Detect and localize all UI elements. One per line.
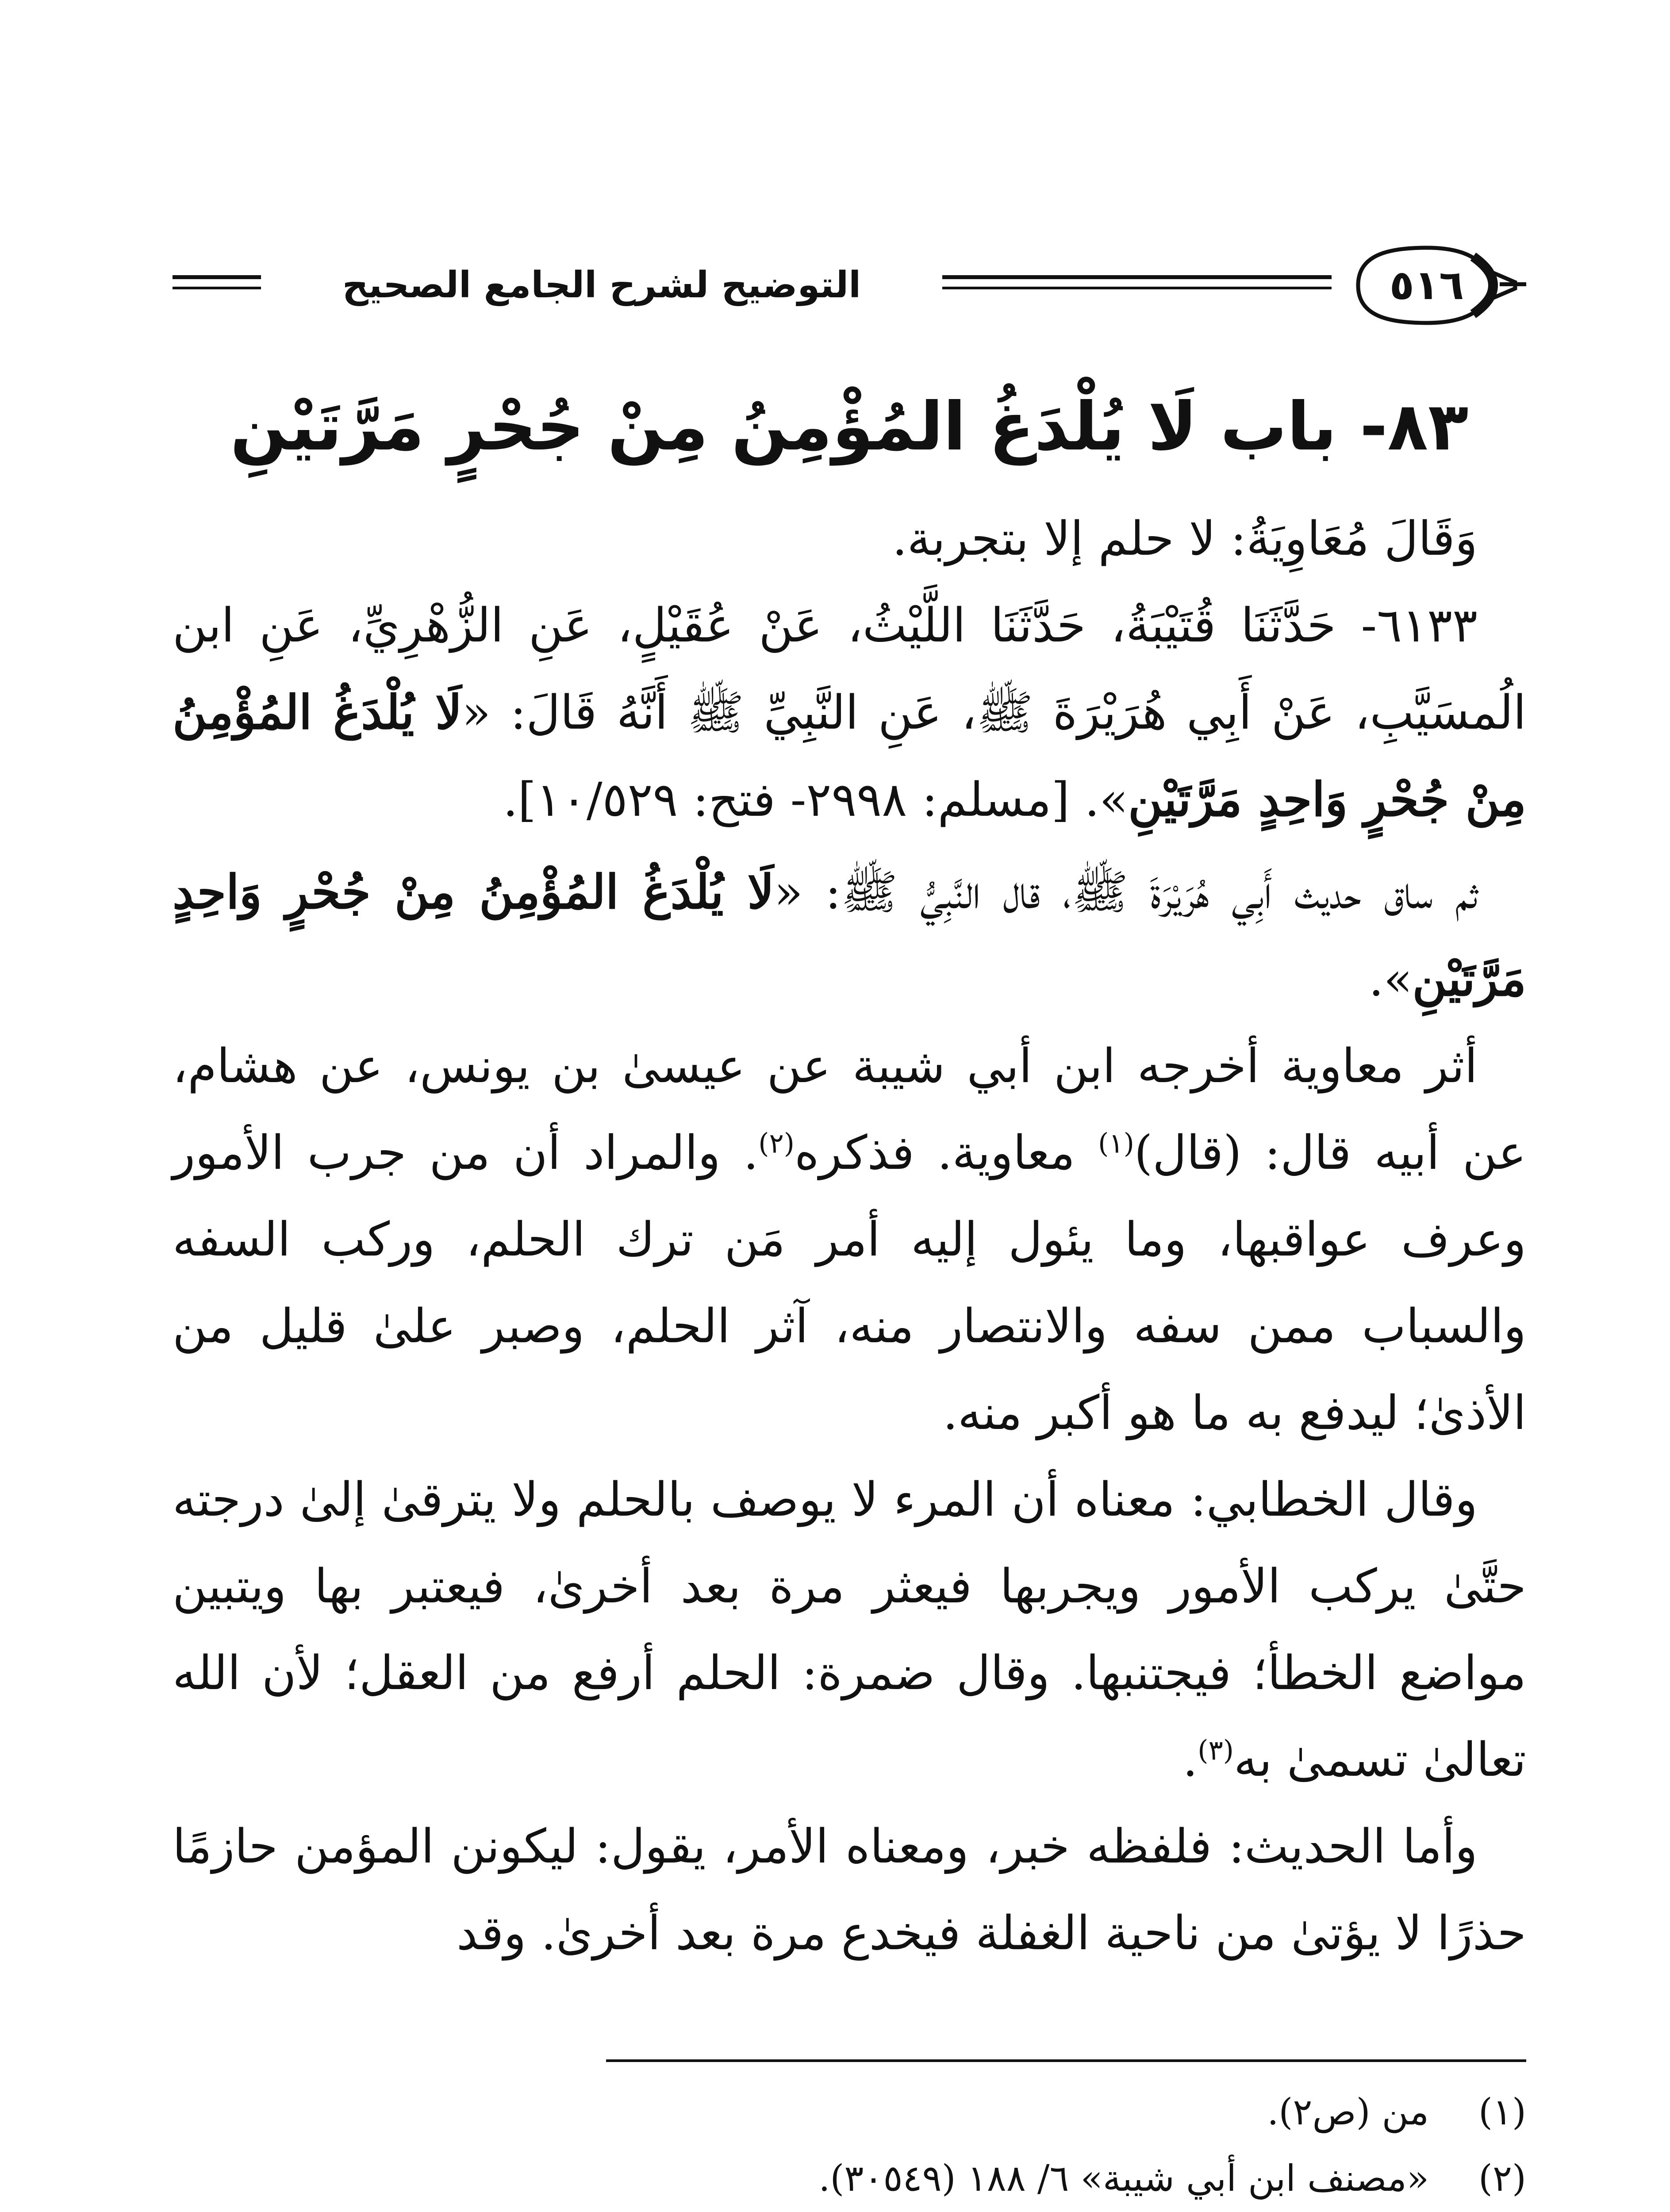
quote-text: وَقَالَ مُعَاوِيَةُ: لا حلم إلا بتجربة.: [892, 511, 1478, 566]
chapter-title: ٨٣- باب لَا يُلْدَغُ المُؤْمِنُ مِنْ جُحْرٍ مَرَّتَيْنِ: [230, 388, 1469, 465]
paragraph-hadith-6133: [173, 582, 1526, 843]
footnote-1: [173, 2079, 1526, 2146]
commentary-text-b: معاوية. فذكره: [794, 1125, 1098, 1180]
hadith-text: لَا يُلْدَغُ المُؤْمِنُ مِنْ جُحْرٍ وَاحِدٍ مَرَّتَيْنِ: [173, 684, 1526, 827]
running-title: التوضيح لشرح الجامع الصحيح: [270, 252, 933, 319]
paragraph-muawiya-quote: [173, 495, 1526, 582]
isnad-text: ٦١٣٣- حَدَّثَنَا قُتَيْبَةُ، حَدَّثَنَا اللَّيْثُ، عَنْ عُقَيْلٍ، عَنِ الزُّهْرِيِّ، عَنِ ابن الُمسَيَّبِ، عَنْ أَبِي هُرَيْرَةَ ﷺ، عَنِ النَّبِيِّ ﷺ أَنَّهُ قَالَ: «: [173, 598, 1527, 740]
footnote-text: «مصنف ابن أبي شيبة» ٦/ ١٨٨ (٣٠٥٤٩).: [818, 2158, 1429, 2200]
header-rule-left-bottom: [173, 287, 261, 289]
footnote-2: [173, 2146, 1526, 2212]
header-rule-left-top: [173, 275, 261, 279]
repeat-intro: ثم ساق حديث أَبِي هُرَيْرَةَ ﷺ، قال النَّبِيُّ ﷺ: «: [774, 865, 1478, 919]
footnote-number: (٢): [1478, 2158, 1526, 2200]
hadith-reference: ». [مسلم: ٢٩٩٨- فتح: ١٠/٥٢٩].: [503, 772, 1129, 827]
commentary-text-c: . والمراد أن من جرب الأمور وعرف عواقبها، وما يئول إليه أمر مَن ترك الحلم، وركب السفه والسباب ممن سفه والانتصار منه، آثر الحلم، وصبر علىٰ قليل من الأذىٰ؛ ليدفع به ما هو أكبر منه.: [173, 1125, 1526, 1440]
commentary-text-a: أثر معاوية أخرجه ابن أبي شيبة عن عيسىٰ بن يونس، عن هشام، عن أبيه قال: (قال): [173, 1039, 1526, 1180]
footnote-text: من (ص٢).: [1267, 2091, 1429, 2133]
header-rule-right-top: [1500, 282, 1526, 286]
paragraph-commentary-1: [173, 1023, 1526, 1456]
khattabi-end: .: [1182, 1732, 1198, 1787]
footnote-ref-1[interactable]: (١): [1098, 1127, 1134, 1160]
repeat-hadith-text: لَا يُلْدَغُ المُؤْمِنُ مِنْ جُحْرٍ وَاحِدٍ مَرَّتَيْنِ: [173, 864, 1526, 1006]
meaning-text: وأما الحديث: فلفظه خبر، ومعناه الأمر، يقول: ليكونن المؤمن حازمًا حذرًا لا يؤتىٰ من ناحية الغفلة فيخدع مرة بعد أخرىٰ. وقد: [173, 1819, 1526, 1960]
running-header: [173, 234, 1526, 336]
paragraph-hadith-repeat: [173, 849, 1526, 1023]
main-text: [173, 372, 1526, 1977]
khattabi-text: وقال الخطابي: معناه أن المرء لا يوصف بالحلم ولا يترقىٰ إلىٰ درجته حتَّىٰ يركب الأمور ويجربها فيعثر مرة بعد أخرىٰ، فيعتبر بها ويتبين مواضع الخطأ؛ فيجتنبها. وقال ضمرة: الحلم أرفع من العقل؛ لأن الله تعالىٰ تسمىٰ به: [173, 1472, 1526, 1787]
header-rule-mid-top: [942, 275, 1332, 279]
paragraph-khattabi: [173, 1456, 1526, 1803]
page-number: ٥١٦: [1389, 261, 1464, 309]
footnote-separator: [606, 2059, 1526, 2062]
repeat-end: ».: [1369, 952, 1413, 1006]
paragraph-hadith-meaning: [173, 1803, 1526, 1977]
footnote-ref-2[interactable]: (٢): [758, 1127, 795, 1160]
header-rule-mid-bottom: [942, 287, 1332, 289]
footnote-ref-3[interactable]: (٣): [1198, 1734, 1234, 1767]
page-number-badge: [1340, 234, 1517, 336]
footnotes: [173, 2079, 1526, 2212]
footnote-number: (١): [1478, 2091, 1526, 2133]
